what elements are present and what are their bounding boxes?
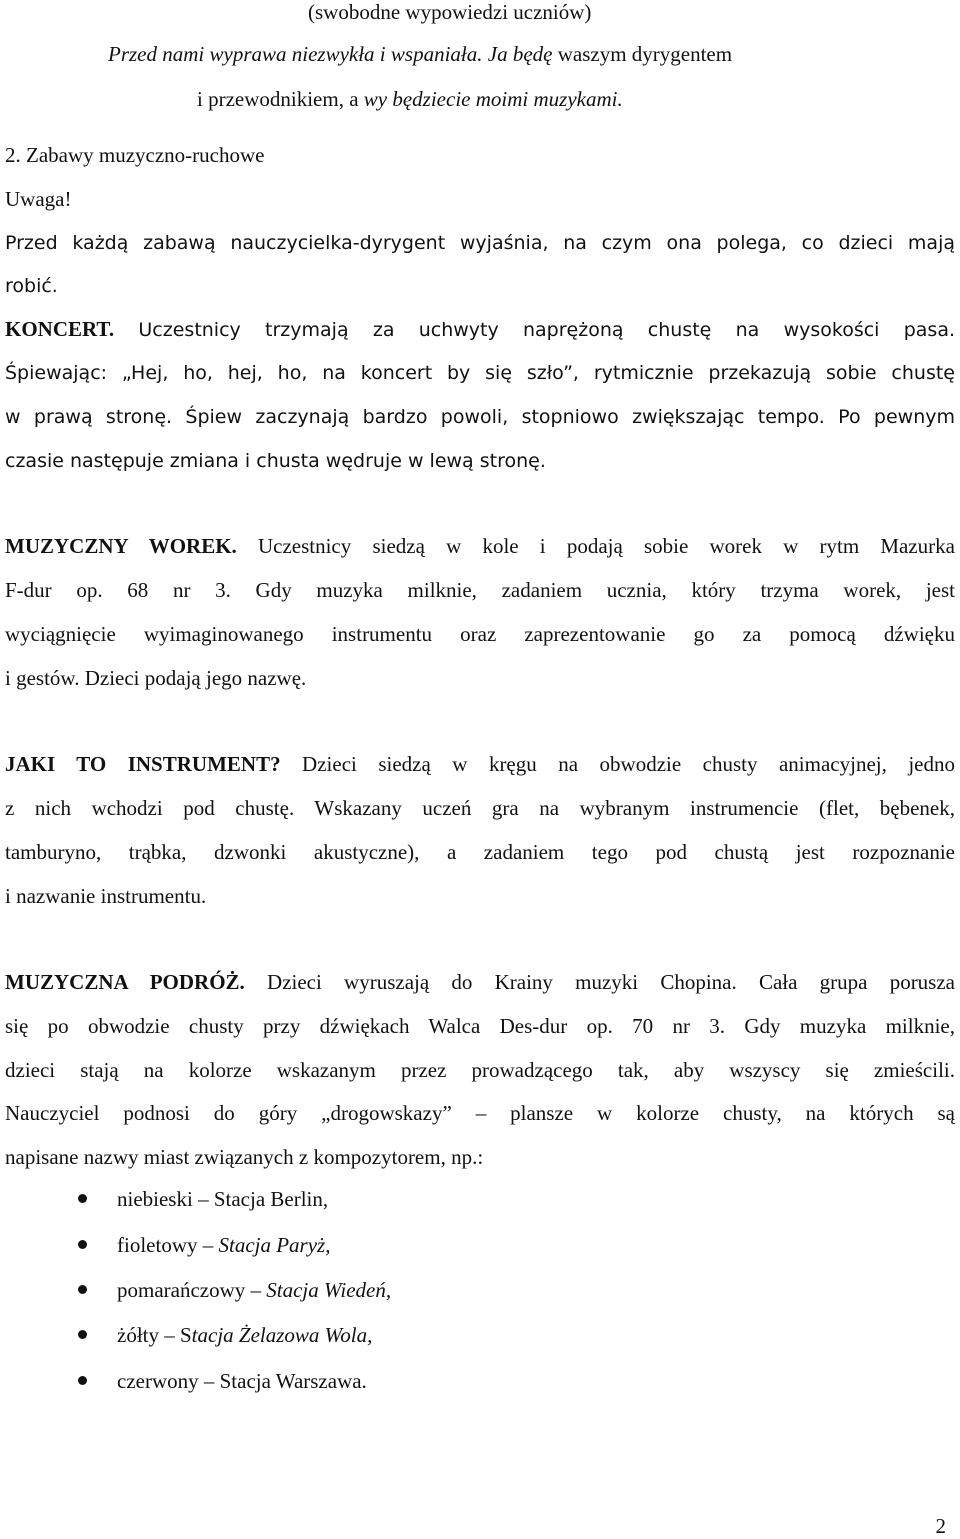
quote-rest: waszym dyrygentem	[552, 42, 733, 66]
podroz-line-1: MUZYCZNA PODRÓŻ. Dzieci wyruszają do Krainy muzyki Chopina. Cała grupa porusza	[5, 970, 955, 994]
list-item: niebieski – Stacja Berlin,	[117, 1187, 329, 1211]
list-item: czerwony – Stacja Warszawa.	[117, 1369, 367, 1393]
quote-line-2	[197, 86, 623, 112]
koncert-line-3: w prawą stronę. Śpiew zaczynają bardzo powoli, stopniowo zwiększając tempo. Po pewnym	[5, 406, 955, 428]
list-item: fioletowy – Stacja Paryż,	[117, 1233, 331, 1257]
koncert-line-1: KONCERT. Uczestnicy trzymają za uchwyty naprężoną chustę na wysokości pasa.	[5, 317, 955, 341]
instrument-line-4: i nazwanie instrumentu.	[5, 884, 207, 908]
podroz-line-3: dzieci stają na kolorze wskazanym przez prowadzącego tak, aby wszyscy się zmieścili.	[5, 1058, 955, 1082]
worek-line-4: i gestów. Dzieci podają jego nazwę.	[5, 666, 307, 690]
intro-line-2: robić.	[5, 275, 58, 297]
section-heading: 2. Zabawy muzyczno-ruchowe	[5, 143, 265, 167]
koncert-line-2: Śpiewając: „Hej, ho, hej, ho, na koncert by się szło”, rytmicznie przekazują sobie chustę	[5, 362, 955, 384]
list-item: pomarańczowy – Stacja Wiedeń,	[117, 1278, 392, 1302]
podroz-title: MUZYCZNA PODRÓŻ.	[5, 970, 245, 994]
instrument-line-1: JAKI TO INSTRUMENT? Dzieci siedzą w kręgu na obwodzie chusty animacyjnej, jedno	[5, 752, 955, 776]
quote-plain: i przewodnikiem, a	[197, 87, 364, 111]
worek-line-3: wyciągnięcie wyimaginowanego instrumentu oraz zaprezentowanie go za pomocą dźwięku	[5, 622, 955, 646]
koncert-line-4: czasie następuje zmiana i chusta wędruje w lewą stronę.	[5, 450, 546, 472]
worek-title: MUZYCZNY WOREK.	[5, 534, 237, 558]
podroz-line-2: się po obwodzie chusty przy dźwiękach Walca Des-dur op. 70 nr 3. Gdy muzyka milknie,	[5, 1014, 955, 1038]
instrument-title: JAKI TO INSTRUMENT?	[5, 752, 281, 776]
bullet-icon	[78, 1376, 87, 1385]
intro-line-1: Przed każdą zabawą nauczycielka-dyrygent wyjaśnia, na czym ona polega, co dzieci mają	[5, 232, 955, 254]
worek-line-1: MUZYCZNY WOREK. Uczestnicy siedzą w kole i podają sobie worek w rytm Mazurka	[5, 534, 955, 558]
bullet-icon	[78, 1285, 87, 1294]
podroz-line-4: Nauczyciel podnosi do góry „drogowskazy” – plansze w kolorze chusty, na których są	[5, 1101, 955, 1125]
podroz-line-5: napisane nazwy miast związanych z kompozytorem, np.:	[5, 1145, 484, 1169]
bullet-icon	[78, 1240, 87, 1249]
quote-italic-2: wy będziecie moimi muzykami.	[363, 87, 623, 111]
instrument-line-2: z nich wchodzi pod chustę. Wskazany uczeń gra na wybranym instrumencie (flet, bębenek,	[5, 796, 955, 820]
quote-italic: Przed nami wyprawa niezwykła i wspaniała. Ja będę	[108, 42, 553, 66]
koncert-title: KONCERT.	[5, 317, 115, 341]
page-number: 2	[935, 1514, 946, 1538]
list-item: żółty – Stacja Żelazowa Wola,	[117, 1323, 373, 1347]
bullet-icon	[78, 1330, 87, 1339]
note-text: (swobodne wypowiedzi uczniów)	[308, 0, 592, 24]
instrument-line-3: tamburyno, trąbka, dzwonki akustyczne), a zadaniem tego pod chustą jest rozpoznanie	[5, 840, 955, 864]
worek-line-2: F-dur op. 68 nr 3. Gdy muzyka milknie, zadaniem ucznia, który trzyma worek, jest	[5, 578, 955, 602]
quote-line-1	[108, 41, 732, 67]
bullet-icon	[78, 1194, 87, 1203]
warning-label: Uwaga!	[5, 187, 72, 211]
